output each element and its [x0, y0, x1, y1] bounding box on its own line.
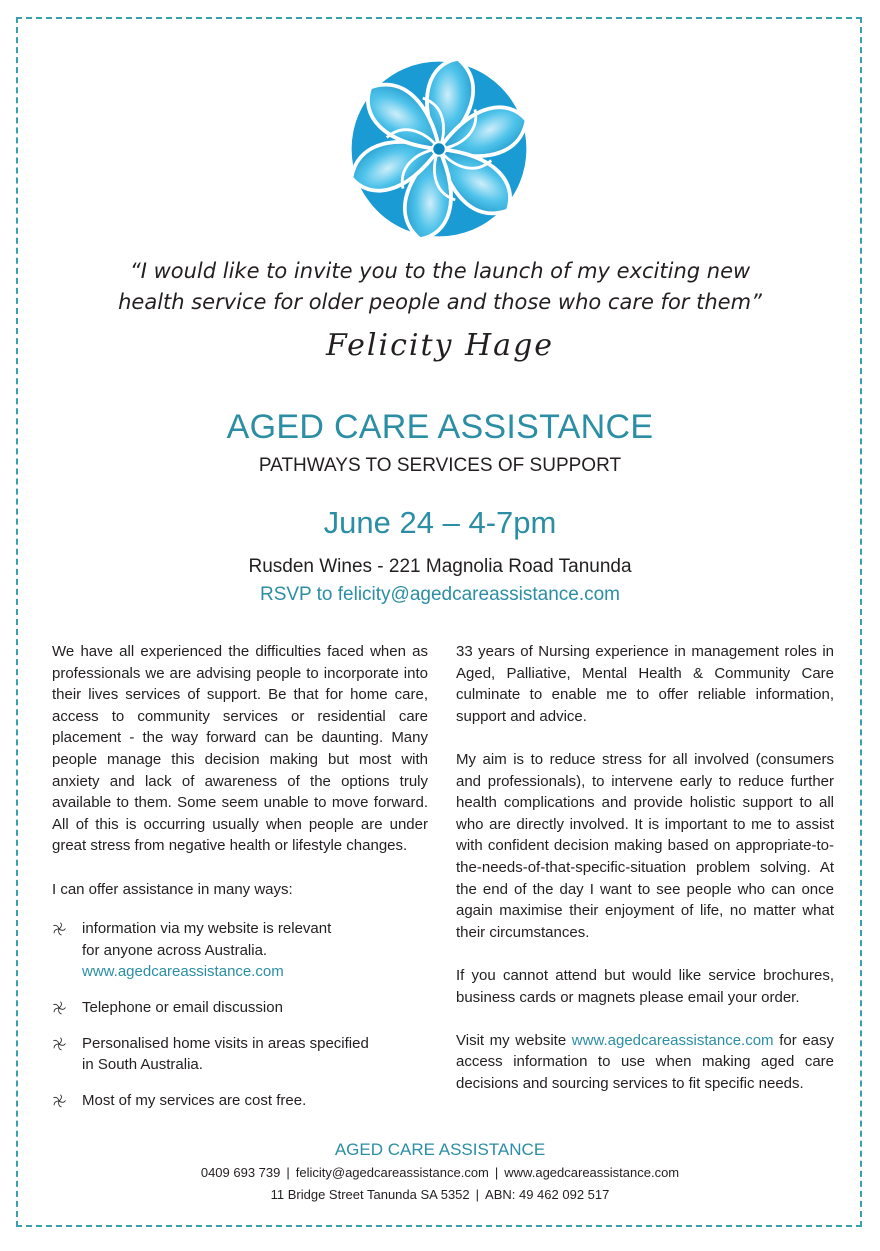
footer-address-line	[40, 1187, 840, 1202]
bullet-text: Personalised home visits in areas specified	[82, 1034, 369, 1052]
footer-address: 11 Bridge Street Tanunda SA 5352	[270, 1187, 470, 1202]
flower-bullet-icon	[52, 1094, 66, 1108]
brochure-paragraph: If you cannot attend but would like service brochures, business cards or magnets please email your order.	[456, 966, 834, 1006]
signature: Felicity Hage	[325, 328, 555, 363]
event-subtitle: PATHWAYS TO SERVICES OF SUPPORT	[258, 455, 622, 476]
assistance-lead: I can offer assistance in many ways:	[52, 880, 293, 898]
rsvp-link[interactable]: RSVP to felicity@agedcareassistance.com	[259, 584, 621, 605]
footer-title: AGED CARE ASSISTANCE	[334, 1140, 546, 1159]
visit-text: Visit my website	[456, 1031, 567, 1049]
list-item	[52, 1090, 428, 1112]
event-title: AGED CARE ASSISTANCE	[226, 408, 654, 446]
website-link[interactable]: www.agedcareassistance.com	[82, 963, 284, 981]
separator: |	[475, 1187, 480, 1202]
list-item	[52, 997, 428, 1019]
bullet-text: in South Australia.	[82, 1056, 203, 1074]
assistance-list	[52, 918, 428, 1111]
left-column	[52, 641, 428, 1125]
website-link[interactable]: www.agedcareassistance.com	[571, 1031, 774, 1049]
event-venue: Rusden Wines - 221 Magnolia Road Tanunda	[248, 556, 632, 577]
footer-abn: ABN: 49 462 092 517	[485, 1187, 610, 1202]
footer-contact-line	[40, 1165, 840, 1180]
quote-line-2: health service for older people and those who care for them”	[118, 290, 762, 314]
bullet-text: information via my website is relevant	[82, 920, 332, 938]
bullet-text: for anyone across Australia.	[82, 941, 268, 959]
footer-email[interactable]: felicity@agedcareassistance.com	[295, 1165, 489, 1180]
flower-bullet-icon	[52, 1001, 66, 1015]
bullet-text: Most of my services are cost free.	[82, 1091, 307, 1109]
flower-logo-icon	[343, 54, 535, 244]
separator: |	[286, 1165, 290, 1180]
experience-paragraph: 33 years of Nursing experience in management roles in Aged, Palliative, Mental Health & Community Care culminate to enable me to offer reliable information, support and advice.	[456, 643, 834, 725]
right-column	[456, 641, 834, 1094]
aim-paragraph: My aim is to reduce stress for all involved (consumers and professionals), to intervene early to reduce further health complications and provide holistic support to all who are directly involved. It is important to me to assist with confident decision making based on appropriate-to-the-needs-of-that-specific-situation problem solving. At the end of the day I want to see people who can once again maximise their enjoyment of life, no matter what their circumstances.	[456, 750, 834, 941]
footer-website[interactable]: www.agedcareassistance.com	[504, 1165, 680, 1180]
flower-bullet-icon	[52, 1037, 66, 1051]
quote-line-1: “I would like to invite you to the launch of my exciting new	[129, 259, 751, 283]
footer-phone[interactable]: 0409 693 739	[200, 1165, 281, 1180]
list-item	[52, 918, 428, 983]
visit-paragraph	[456, 1030, 834, 1095]
list-item	[52, 1033, 428, 1076]
event-date: June 24 – 4-7pm	[323, 505, 557, 540]
bullet-text: Telephone or email discussion	[82, 998, 283, 1016]
visit-text: for easy access information to use when making aged care decisions and sourcing services to fit specific needs.	[456, 1031, 834, 1092]
flower-bullet-icon	[52, 922, 66, 936]
invitation-quote	[60, 256, 820, 318]
separator: |	[494, 1165, 499, 1180]
intro-paragraph: We have all experienced the difficulties faced when as professionals we are advising people to incorporate into their lives services of support. Be that for home care, access to community services or residential care placement - the way forward can be daunting. Many people manage this decision making but most with anxiety and lack of awareness of the options truly available to them. Some seem unable to move forward. All of this is occurring usually when people are under great stress from negative health or lifestyle changes.	[52, 643, 428, 855]
